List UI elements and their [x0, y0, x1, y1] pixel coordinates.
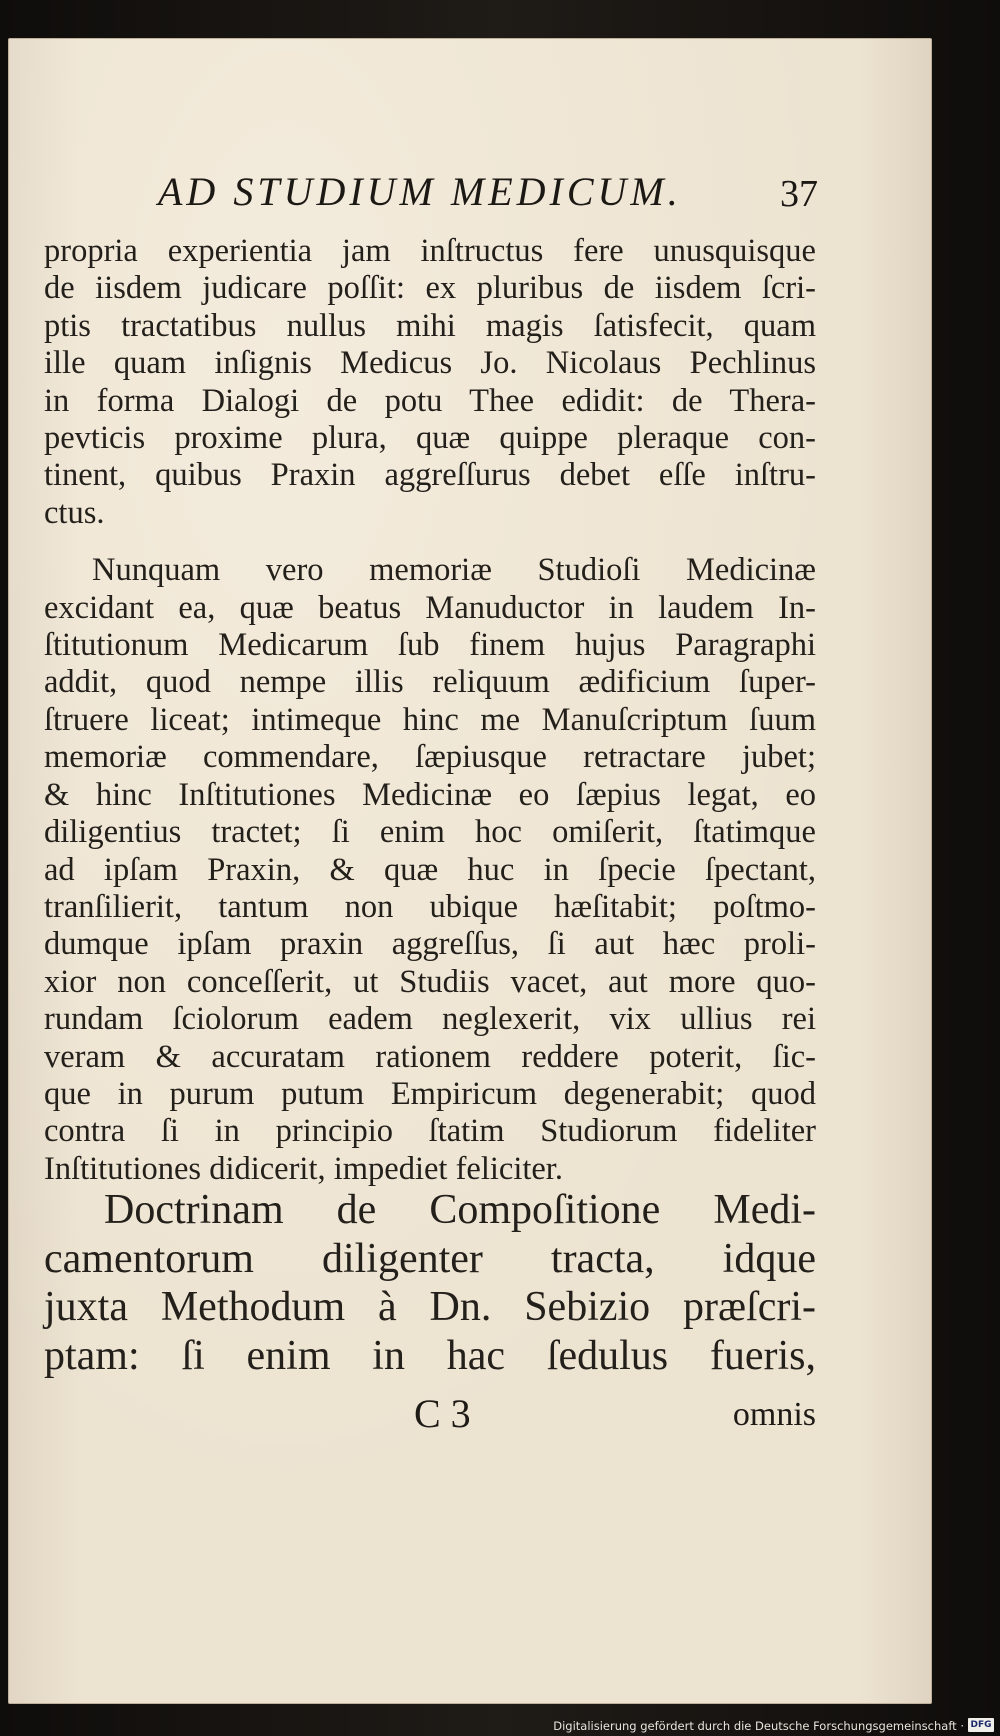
text-line: addit, quod nempe illis reliquum ædificium ſuper- [44, 664, 816, 701]
text-line: tinent, quibus Praxin aggreſſurus debet eſſe inſtru- [44, 457, 816, 494]
page-number: 37 [780, 173, 818, 215]
digitization-credit [0, 1716, 1000, 1736]
text-line: diligentius tractet; ſi enim hoc omiſerit, ſtatimque [44, 814, 816, 851]
text-line: pevticis proxime plura, quæ quippe pleraque con- [44, 420, 816, 457]
text-line: memoriæ commendare, ſæpiusque retractare jubet; [44, 739, 816, 776]
dfg-logo: DFG [968, 1718, 994, 1732]
text-line: ctus. [44, 494, 105, 531]
text-line: que in purum putum Empiricum degenerabit; quod [44, 1075, 816, 1112]
text-line: veram & accuratam rationem reddere poterit, ſic- [44, 1038, 816, 1075]
page-footer [44, 1390, 816, 1440]
text-line: propria experientia jam inſtructus fere unusquisque [44, 233, 816, 269]
text-line: ptis tractatibus nullus mihi magis ſatisfecit, quam [44, 307, 816, 344]
large-text-line: ptam: ſi enim in hac ſedulus fueris, [44, 1332, 816, 1379]
credit-text: Digitalisierung gefördert durch die Deutsche Forschungsgemeinschaft · [553, 1719, 964, 1733]
large-text-line: camentorum diligenter tracta, idque [44, 1235, 816, 1282]
page-header [158, 158, 818, 228]
large-text-line: juxta Methodum à Dn. Sebizio præſcri- [44, 1284, 816, 1330]
text-line: ad ipſam Praxin, & quæ huc in ſpecie ſpectant, [44, 851, 816, 888]
catchword: omnis [732, 1396, 816, 1433]
text-line: Nunquam vero memoriæ Studioſi Medicinæ [92, 552, 816, 589]
large-text-line: Doctrinam de Compoſitione Medi- [104, 1187, 816, 1233]
text-line: & hinc Inſtitutiones Medicinæ eo ſæpius legat, eo [44, 776, 816, 813]
text-line: ſtruere liceat; intimeque hinc me Manuſcriptum ſuum [44, 701, 816, 738]
paragraph-3 [44, 1186, 816, 1380]
text-line: dumque ipſam praxin aggreſſus, ſi aut hæc proli- [44, 926, 816, 963]
body-text [44, 233, 816, 1188]
text-line: tranſilierit, tantum non ubique hæſitabit; poſtmo- [44, 888, 816, 925]
text-line: rundam ſciolorum eadem neglexerit, vix ullius rei [44, 1001, 816, 1038]
text-line: ille quam inſignis Medicus Jo. Nicolaus Pechlinus [44, 345, 816, 382]
running-head: AD STUDIUM MEDICUM. [158, 169, 682, 214]
text-line: contra ſi in principio ſtatim Studiorum fideliter [44, 1113, 816, 1150]
text-line: in forma Dialogi de potu Thee edidit: de Thera- [44, 382, 816, 419]
text-line: ſtitutionum Medicarum ſub finem hujus Paragraphi [44, 627, 816, 664]
book-page [8, 38, 932, 1704]
text-line: Inſtitutiones didicerit, impediet feliciter. [44, 1150, 563, 1187]
signature-mark: C 3 [414, 1391, 471, 1436]
paragraph-1 [44, 233, 816, 532]
paragraph-gap [44, 532, 816, 552]
text-line: excidant ea, quæ beatus Manuductor in laudem In- [44, 589, 816, 626]
text-line: de iisdem judicare poſſit: ex pluribus de iisdem ſcri- [44, 270, 816, 307]
text-line: xior non conceſſerit, ut Studiis vacet, aut more quo- [44, 963, 816, 1000]
paragraph-2 [44, 552, 816, 1188]
